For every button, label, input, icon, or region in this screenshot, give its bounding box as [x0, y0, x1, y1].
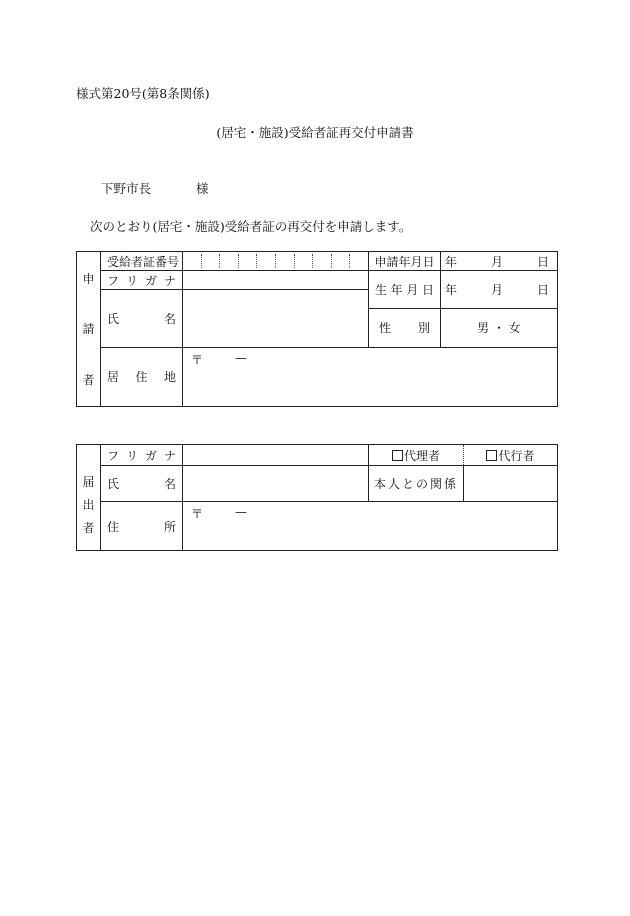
applicant-furigana-label: フ リ ガ ナ: [101, 271, 183, 290]
relationship-label: 本人との関係: [369, 466, 464, 502]
postal-dash: —: [235, 505, 247, 519]
birth-date-field[interactable]: 年 月 日: [441, 271, 558, 309]
applicant-name-label: 氏 名: [101, 290, 183, 347]
document-title: (居宅・施設)受給者証再交付申請書: [216, 125, 414, 140]
application-date-field[interactable]: 年 月 日: [441, 252, 558, 271]
postal-dash: —: [235, 350, 247, 365]
recipient-number-label: 受給者証番号: [101, 252, 183, 271]
addressee: 下野市長: [101, 181, 152, 196]
gender-options[interactable]: 男 ・ 女: [441, 309, 558, 347]
notifier-section-label: 届 出 者: [77, 445, 101, 551]
notifier-furigana-label: フ リ ガ ナ: [101, 445, 183, 466]
birth-date-label: 生 年 月 日: [369, 271, 441, 309]
notifier-address-field[interactable]: [183, 502, 558, 551]
residence-field[interactable]: [183, 347, 558, 406]
notifier-address-label: 住 所: [101, 502, 183, 551]
recipient-number-field[interactable]: [183, 252, 369, 271]
checkbox-icon[interactable]: [392, 450, 403, 461]
notifier-furigana-field[interactable]: [183, 445, 369, 466]
applicant-table: [76, 251, 558, 407]
addressee-suffix: 様: [196, 181, 209, 196]
notifier-table: [76, 444, 558, 551]
application-date-label: 申請年月日: [369, 252, 441, 271]
applicant-name-field[interactable]: [183, 290, 369, 347]
proxy-checkbox[interactable]: 代行者: [464, 445, 558, 466]
notifier-name-label: 氏 名: [101, 466, 183, 502]
postal-mark: 〒: [191, 352, 204, 367]
postal-mark: 〒: [191, 507, 204, 521]
residence-label: 居 住 地: [101, 347, 183, 406]
relationship-field[interactable]: [464, 466, 558, 502]
checkbox-icon[interactable]: [486, 450, 497, 461]
applicant-furigana-field[interactable]: [183, 271, 369, 290]
applicant-section-label: 申 請 者: [77, 252, 101, 407]
agent-checkbox[interactable]: 代理者: [369, 445, 464, 466]
intro-text: 次のとおり(居宅・施設)受給者証の再交付を申請します。: [90, 219, 412, 234]
gender-label: 性 別: [369, 309, 441, 347]
form-number: 様式第20号(第8条関係): [76, 86, 210, 101]
notifier-name-field[interactable]: [183, 466, 369, 502]
